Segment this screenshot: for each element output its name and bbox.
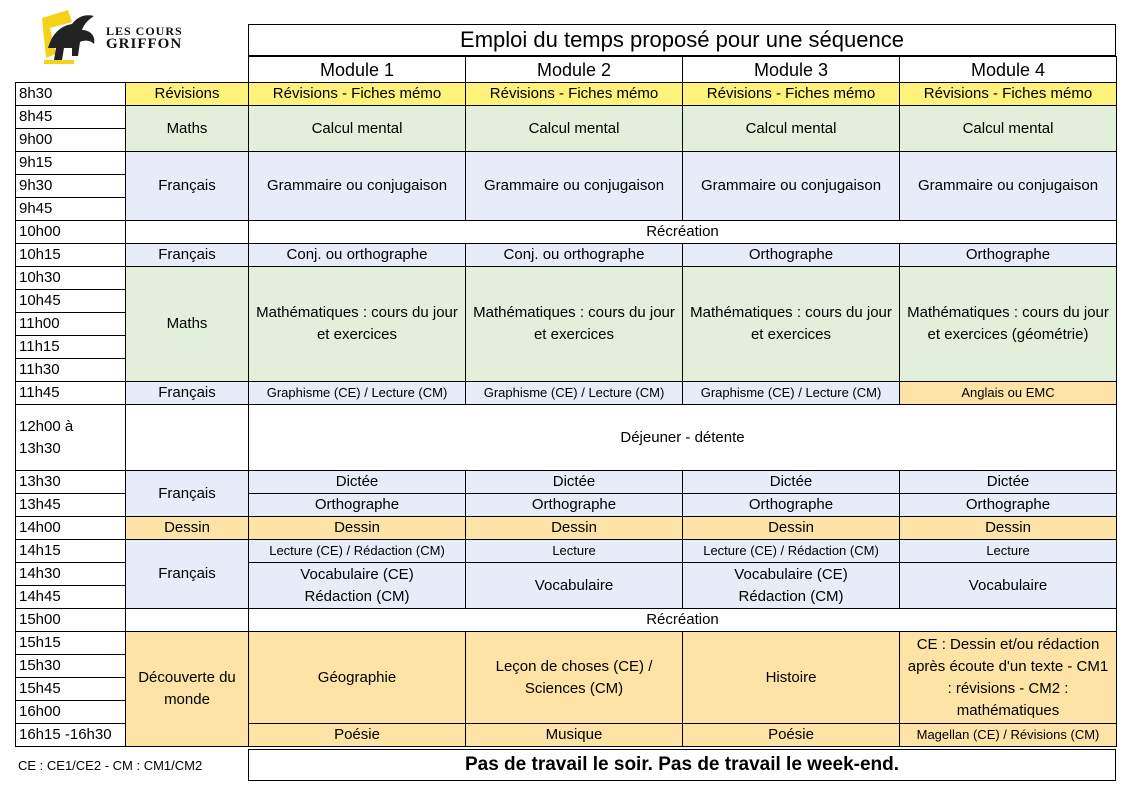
- recreation-cell: Récréation: [249, 609, 1117, 632]
- time-cell: 14h15: [16, 540, 126, 563]
- time-cell: [16, 405, 126, 471]
- time-cell: 13h45: [16, 494, 126, 517]
- activity-cell: Grammaire ou conjugaison: [683, 152, 900, 221]
- activity-cell: Orthographe: [466, 494, 683, 517]
- activity-cell: Grammaire ou conjugaison: [466, 152, 683, 221]
- subject-cell: Maths: [126, 267, 249, 382]
- time-cell: 15h45: [16, 678, 126, 701]
- abbreviation-legend: CE : CE1/CE2 - CM : CM1/CM2: [18, 758, 203, 773]
- time-cell: 14h30: [16, 563, 126, 586]
- activity-cell: Calcul mental: [683, 106, 900, 152]
- time-cell: 9h45: [16, 198, 126, 221]
- activity-cell: Révisions - Fiches mémo: [683, 83, 900, 106]
- subject-cell: Maths: [126, 106, 249, 152]
- subject-cell: Révisions: [126, 83, 249, 106]
- logo-text-bottom: GRIFFON: [106, 36, 183, 52]
- activity-cell: Dessin: [466, 517, 683, 540]
- timetable: [15, 56, 1117, 747]
- activity-cell: Dictée: [249, 471, 466, 494]
- activity-cell: Orthographe: [900, 244, 1117, 267]
- activity-cell: Poésie: [683, 724, 900, 747]
- activity-cell: Dessin: [900, 517, 1117, 540]
- subject-cell: Dessin: [126, 517, 249, 540]
- activity-cell: Leçon de choses (CE) / Sciences (CM): [466, 632, 683, 724]
- activity-cell: Dictée: [900, 471, 1117, 494]
- header-row: [16, 57, 1117, 83]
- time-cell: 10h15: [16, 244, 126, 267]
- subject-cell: Français: [126, 471, 249, 517]
- activity-cell: Révisions - Fiches mémo: [249, 83, 466, 106]
- time-cell: 9h15: [16, 152, 126, 175]
- activity-cell: Magellan (CE) / Révisions (CM): [900, 724, 1117, 747]
- time-cell: 8h30: [16, 83, 126, 106]
- time-cell: 11h45: [16, 382, 126, 405]
- activity-cell: Mathématiques : cours du jour et exercices: [466, 267, 683, 382]
- activity-cell: Conj. ou orthographe: [249, 244, 466, 267]
- time-cell: 11h00: [16, 313, 126, 336]
- subject-cell: [126, 221, 249, 244]
- subject-cell: Français: [126, 540, 249, 609]
- subject-cell: [126, 609, 249, 632]
- activity-cell: Lecture (CE) / Rédaction (CM): [683, 540, 900, 563]
- activity-cell: Lecture (CE) / Rédaction (CM): [249, 540, 466, 563]
- lunch-cell: Déjeuner - détente: [249, 405, 1117, 471]
- activity-cell: Orthographe: [900, 494, 1117, 517]
- subject-cell: Français: [126, 244, 249, 267]
- time-cell: 15h30: [16, 655, 126, 678]
- activity-cell: CE : Dessin et/ou rédaction après écoute d'un texte - CM1 : révisions - CM2 : mathématiques: [900, 632, 1117, 724]
- subject-cell: Français: [126, 382, 249, 405]
- activity-cell: Vocabulaire: [900, 563, 1117, 609]
- activity-cell: Géographie: [249, 632, 466, 724]
- time-cell: 11h15: [16, 336, 126, 359]
- time-cell: 8h45: [16, 106, 126, 129]
- activity-cell: Mathématiques : cours du jour et exercices: [683, 267, 900, 382]
- activity-cell: Dessin: [683, 517, 900, 540]
- time-cell: 15h00: [16, 609, 126, 632]
- activity-cell: Poésie: [249, 724, 466, 747]
- module-header: Module 4: [900, 57, 1117, 83]
- activity-cell: Dessin: [249, 517, 466, 540]
- module-header: Module 2: [466, 57, 683, 83]
- activity-cell: Lecture: [466, 540, 683, 563]
- time-cell: 14h00: [16, 517, 126, 540]
- activity-cell: Calcul mental: [249, 106, 466, 152]
- activity-cell: Calcul mental: [900, 106, 1117, 152]
- subject-cell: Découverte du monde: [126, 632, 249, 747]
- subject-cell: [126, 405, 249, 471]
- activity-cell: Vocabulaire (CE) Rédaction (CM): [683, 563, 900, 609]
- time-cell: 13h30: [16, 471, 126, 494]
- activity-cell: Révisions - Fiches mémo: [900, 83, 1117, 106]
- activity-cell: Vocabulaire (CE) Rédaction (CM): [249, 563, 466, 609]
- activity-cell: Conj. ou orthographe: [466, 244, 683, 267]
- activity-cell: Mathématiques : cours du jour et exercices (géométrie): [900, 267, 1117, 382]
- time-cell: 16h00: [16, 701, 126, 724]
- time-cell: 16h15 -16h30: [16, 724, 126, 747]
- activity-cell: Graphisme (CE) / Lecture (CM): [466, 382, 683, 405]
- activity-cell: Mathématiques : cours du jour et exercices: [249, 267, 466, 382]
- subject-cell: Français: [126, 152, 249, 221]
- time-label: 12h00 à: [19, 417, 74, 435]
- activity-cell: Anglais ou EMC: [900, 382, 1117, 405]
- time-cell: 15h15: [16, 632, 126, 655]
- activity-cell: Graphisme (CE) / Lecture (CM): [683, 382, 900, 405]
- time-label: 13h30: [19, 439, 61, 457]
- module-header: Module 1: [249, 57, 466, 83]
- logo-text-top: LES COURS: [106, 24, 183, 38]
- time-cell: 14h45: [16, 586, 126, 609]
- time-cell: 11h30: [16, 359, 126, 382]
- footer-note: Pas de travail le soir. Pas de travail le week-end.: [248, 749, 1116, 781]
- time-cell: 10h00: [16, 221, 126, 244]
- activity-cell: Graphisme (CE) / Lecture (CM): [249, 382, 466, 405]
- activity-cell: Musique: [466, 724, 683, 747]
- activity-cell: Grammaire ou conjugaison: [900, 152, 1117, 221]
- module-header: Module 3: [683, 57, 900, 83]
- activity-cell: Orthographe: [683, 244, 900, 267]
- time-cell: 10h30: [16, 267, 126, 290]
- activity-cell: Lecture: [900, 540, 1117, 563]
- activity-cell: Calcul mental: [466, 106, 683, 152]
- activity-cell: Dictée: [683, 471, 900, 494]
- activity-cell: Révisions - Fiches mémo: [466, 83, 683, 106]
- activity-cell: Orthographe: [683, 494, 900, 517]
- page-title: Emploi du temps proposé pour une séquence: [248, 24, 1116, 56]
- time-cell: 10h45: [16, 290, 126, 313]
- activity-cell: Dictée: [466, 471, 683, 494]
- recreation-cell: Récréation: [249, 221, 1117, 244]
- time-cell: 9h30: [16, 175, 126, 198]
- activity-cell: Grammaire ou conjugaison: [249, 152, 466, 221]
- activity-cell: Orthographe: [249, 494, 466, 517]
- activity-cell: Histoire: [683, 632, 900, 724]
- time-cell: 9h00: [16, 129, 126, 152]
- activity-cell: Vocabulaire: [466, 563, 683, 609]
